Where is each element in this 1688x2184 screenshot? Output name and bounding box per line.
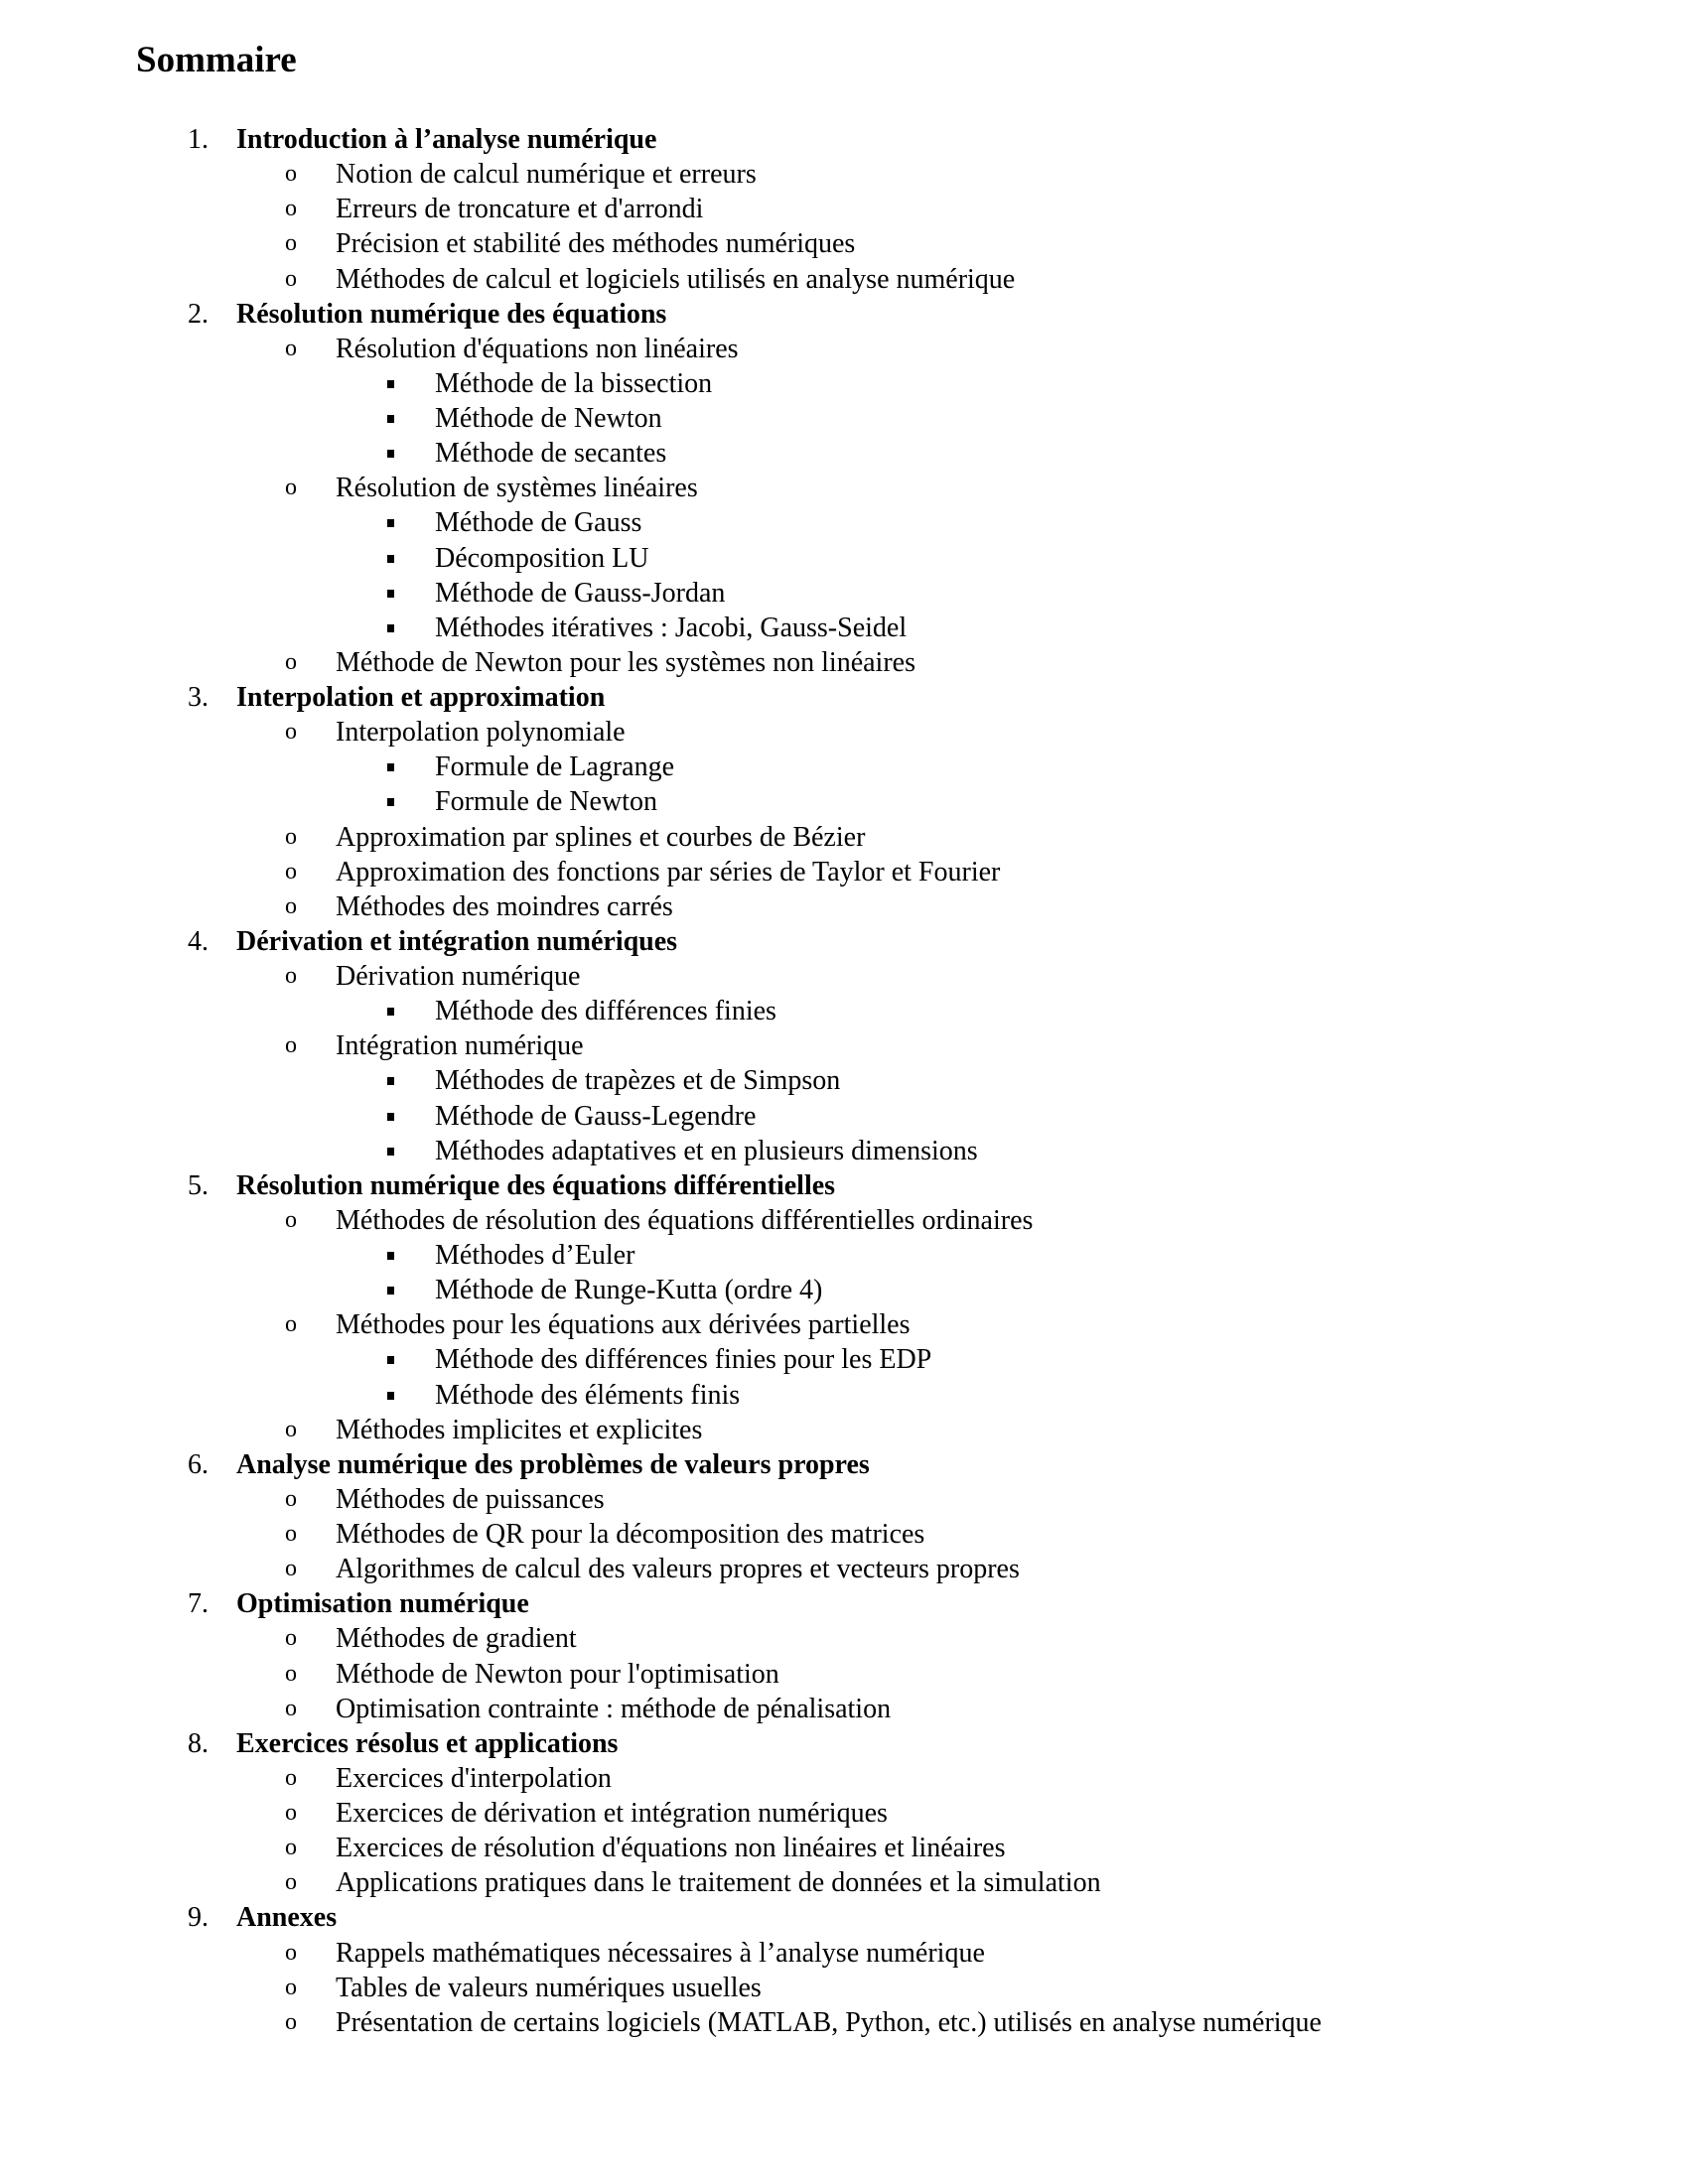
item-text: Approximation par splines et courbes de Bézier [336, 821, 866, 853]
item-text: Méthodes de résolution des équations différentielles ordinaires [336, 1204, 1034, 1236]
section-title: Optimisation numérique [236, 1588, 529, 1620]
sub-list-item [0, 505, 1688, 540]
sub-list-item [0, 994, 1688, 1028]
section-heading [0, 924, 1688, 959]
section-heading [0, 1586, 1688, 1621]
sub-list-item [0, 576, 1688, 611]
circle-bullet-icon: o [285, 719, 297, 746]
item-text: Méthodes des moindres carrés [336, 890, 673, 922]
circle-bullet-icon: o [285, 1521, 297, 1547]
circle-bullet-icon: o [285, 1764, 297, 1791]
circle-bullet-icon: o [285, 230, 297, 257]
square-bullet-icon [387, 624, 394, 632]
sub-list-item [0, 366, 1688, 401]
circle-bullet-icon: o [285, 1869, 297, 1896]
sub-list-item [0, 1378, 1688, 1413]
list-item [0, 1831, 1688, 1865]
section-number: 7. [188, 1588, 209, 1620]
item-text: Méthodes de gradient [336, 1623, 577, 1655]
section-number: 8. [188, 1727, 209, 1759]
section-number: 2. [188, 298, 209, 330]
item-text: Rappels mathématiques nécessaires à l’analyse numérique [336, 1937, 985, 1969]
square-bullet-icon [387, 1148, 394, 1156]
item-text: Algorithmes de calcul des valeurs propres et vecteurs propres [336, 1554, 1020, 1585]
list-item [0, 1307, 1688, 1342]
list-item [0, 1796, 1688, 1831]
item-text: Méthodes implicites et explicites [336, 1414, 703, 1445]
section-number: 1. [188, 124, 209, 155]
item-text: Méthodes de QR pour la décomposition des matrices [336, 1519, 925, 1550]
item-text: Présentation de certains logiciels (MATLAB, Python, etc.) utilisés en analyse numérique [336, 2006, 1322, 2038]
item-text: Exercices de dérivation et intégration numériques [336, 1798, 888, 1829]
sub-item-text: Méthode des différences finies [435, 996, 776, 1027]
section-title: Dérivation et intégration numériques [236, 925, 678, 957]
sub-list-item [0, 1238, 1688, 1273]
square-bullet-icon [387, 590, 394, 598]
list-item [0, 1936, 1688, 1971]
item-text: Applications pratiques dans le traitement de données et la simulation [336, 1867, 1101, 1899]
circle-bullet-icon: o [285, 196, 297, 222]
item-text: Notion de calcul numérique et erreurs [336, 159, 757, 191]
item-text: Approximation des fonctions par séries de Taylor et Fourier [336, 856, 1001, 887]
item-text: Résolution d'équations non linéaires [336, 333, 739, 364]
square-bullet-icon [387, 1252, 394, 1260]
square-bullet-icon [387, 519, 394, 527]
list-item [0, 1865, 1688, 1900]
sub-item-text: Formule de Lagrange [435, 751, 675, 783]
square-bullet-icon [387, 555, 394, 563]
list-item [0, 1657, 1688, 1692]
circle-bullet-icon: o [285, 1695, 297, 1721]
square-bullet-icon [387, 380, 394, 388]
sub-item-text: Méthodes adaptatives et en plusieurs dimensions [435, 1135, 978, 1166]
circle-bullet-icon: o [285, 2008, 297, 2035]
item-text: Méthodes pour les équations aux dérivées partielles [336, 1309, 911, 1341]
sub-item-text: Méthode de Gauss-Jordan [435, 577, 726, 609]
sub-list-item [0, 1273, 1688, 1307]
item-text: Précision et stabilité des méthodes numériques [336, 228, 856, 260]
item-text: Résolution de systèmes linéaires [336, 473, 698, 504]
square-bullet-icon [387, 798, 394, 806]
sub-item-text: Méthode de Gauss-Legendre [435, 1100, 757, 1132]
circle-bullet-icon: o [285, 1974, 297, 2000]
circle-bullet-icon: o [285, 1660, 297, 1687]
square-bullet-icon [387, 1287, 394, 1295]
sub-list-item [0, 1099, 1688, 1134]
sub-item-text: Méthode de Newton [435, 403, 662, 434]
item-text: Tables de valeurs numériques usuelles [336, 1972, 762, 2003]
section-heading [0, 680, 1688, 715]
square-bullet-icon [387, 1356, 394, 1364]
section-heading [0, 1726, 1688, 1761]
list-item [0, 332, 1688, 366]
section-title: Résolution numérique des équations différentielles [236, 1169, 836, 1201]
circle-bullet-icon: o [285, 475, 297, 501]
sub-item-text: Méthodes itératives : Jacobi, Gauss-Seidel [435, 612, 908, 643]
sub-list-item [0, 1342, 1688, 1377]
square-bullet-icon [387, 1392, 394, 1400]
list-item [0, 192, 1688, 226]
sub-item-text: Méthode de Gauss [435, 507, 642, 539]
item-text: Erreurs de troncature et d'arrondi [336, 194, 704, 225]
list-item [0, 226, 1688, 261]
list-item [0, 715, 1688, 750]
circle-bullet-icon: o [285, 648, 297, 675]
section-heading [0, 1168, 1688, 1203]
item-text: Méthode de Newton pour les systèmes non linéaires [336, 646, 915, 678]
section-title: Introduction à l’analyse numérique [236, 124, 657, 155]
section-number: 6. [188, 1448, 209, 1480]
square-bullet-icon [387, 415, 394, 423]
list-item [0, 1552, 1688, 1586]
circle-bullet-icon: o [285, 1032, 297, 1059]
sub-list-item [0, 541, 1688, 576]
item-text: Exercices de résolution d'équations non linéaires et linéaires [336, 1833, 1006, 1864]
sub-list-item [0, 784, 1688, 819]
circle-bullet-icon: o [285, 963, 297, 989]
sub-list-item [0, 401, 1688, 436]
section-title: Analyse numérique des problèmes de valeurs propres [236, 1448, 870, 1480]
list-item [0, 1621, 1688, 1656]
list-item [0, 1413, 1688, 1447]
circle-bullet-icon: o [285, 1939, 297, 1966]
section-number: 5. [188, 1169, 209, 1201]
sub-list-item [0, 1134, 1688, 1168]
list-item [0, 2005, 1688, 2040]
list-item [0, 889, 1688, 924]
sub-item-text: Méthode de secantes [435, 438, 667, 470]
section-number: 3. [188, 682, 209, 713]
sub-list-item [0, 611, 1688, 645]
item-text: Exercices d'interpolation [336, 1762, 612, 1794]
circle-bullet-icon: o [285, 858, 297, 885]
list-item [0, 157, 1688, 192]
square-bullet-icon [387, 1077, 394, 1085]
circle-bullet-icon: o [285, 161, 297, 188]
circle-bullet-icon: o [285, 892, 297, 919]
circle-bullet-icon: o [285, 335, 297, 361]
sub-item-text: Formule de Newton [435, 786, 657, 818]
list-item [0, 471, 1688, 505]
section-title: Exercices résolus et applications [236, 1727, 619, 1759]
circle-bullet-icon: o [285, 1556, 297, 1582]
list-item [0, 1028, 1688, 1063]
circle-bullet-icon: o [285, 1625, 297, 1652]
sub-list-item [0, 436, 1688, 471]
section-heading [0, 122, 1688, 157]
list-item [0, 820, 1688, 855]
square-bullet-icon [387, 763, 394, 771]
item-text: Interpolation polynomiale [336, 717, 626, 749]
section-title: Interpolation et approximation [236, 682, 606, 713]
sub-list-item [0, 750, 1688, 784]
section-title: Résolution numérique des équations [236, 298, 667, 330]
section-heading [0, 297, 1688, 332]
item-text: Dérivation numérique [336, 961, 581, 992]
circle-bullet-icon: o [285, 1416, 297, 1442]
circle-bullet-icon: o [285, 1206, 297, 1233]
sub-item-text: Méthodes d’Euler [435, 1240, 635, 1271]
square-bullet-icon [387, 450, 394, 458]
section-number: 9. [188, 1902, 209, 1934]
circle-bullet-icon: o [285, 265, 297, 292]
list-item [0, 855, 1688, 889]
item-text: Méthodes de puissances [336, 1483, 605, 1515]
list-item [0, 645, 1688, 680]
list-item [0, 1761, 1688, 1796]
circle-bullet-icon: o [285, 1835, 297, 1861]
section-number: 4. [188, 925, 209, 957]
page-title: Sommaire [136, 40, 297, 80]
list-item [0, 1203, 1688, 1238]
sub-item-text: Méthodes de trapèzes et de Simpson [435, 1065, 841, 1097]
item-text: Intégration numérique [336, 1030, 584, 1062]
sub-item-text: Méthode des différences finies pour les EDP [435, 1344, 932, 1376]
item-text: Méthode de Newton pour l'optimisation [336, 1658, 779, 1690]
list-item [0, 1517, 1688, 1552]
list-item [0, 1971, 1688, 2005]
circle-bullet-icon: o [285, 823, 297, 850]
sub-item-text: Méthode des éléments finis [435, 1379, 741, 1411]
circle-bullet-icon: o [285, 1311, 297, 1338]
section-heading [0, 1900, 1688, 1935]
item-text: Méthodes de calcul et logiciels utilisés en analyse numérique [336, 263, 1016, 295]
sub-list-item [0, 1063, 1688, 1098]
list-item [0, 959, 1688, 994]
section-heading [0, 1447, 1688, 1482]
sub-item-text: Méthode de Runge-Kutta (ordre 4) [435, 1275, 823, 1306]
sub-item-text: Méthode de la bissection [435, 367, 713, 399]
circle-bullet-icon: o [285, 1800, 297, 1826]
section-title: Annexes [236, 1902, 338, 1934]
table-of-contents [0, 122, 1688, 2040]
square-bullet-icon [387, 1008, 394, 1016]
list-item [0, 1482, 1688, 1517]
item-text: Optimisation contrainte : méthode de pénalisation [336, 1693, 892, 1724]
square-bullet-icon [387, 1113, 394, 1121]
sub-item-text: Décomposition LU [435, 542, 649, 574]
list-item [0, 262, 1688, 297]
list-item [0, 1692, 1688, 1726]
circle-bullet-icon: o [285, 1485, 297, 1512]
